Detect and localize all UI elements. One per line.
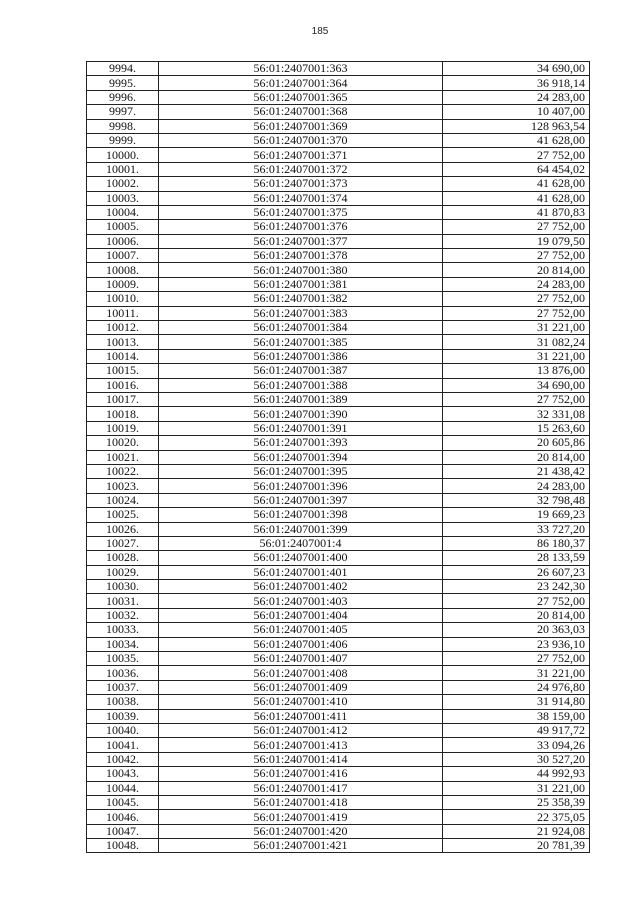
- row-number-cell: 10031.: [87, 594, 159, 608]
- table-row: [87, 392, 590, 406]
- row-number-cell: 10039.: [87, 709, 159, 723]
- row-number-cell: 10006.: [87, 234, 159, 248]
- table-row: [87, 220, 590, 234]
- value-cell: 31 221,00: [443, 349, 590, 363]
- value-cell: 33 094,26: [443, 738, 590, 752]
- value-cell: 41 628,00: [443, 177, 590, 191]
- value-cell: 20 781,39: [443, 839, 590, 853]
- value-cell: 27 752,00: [443, 249, 590, 263]
- value-cell: 41 628,00: [443, 133, 590, 147]
- table-row: [87, 148, 590, 162]
- row-number-cell: 10018.: [87, 407, 159, 421]
- value-cell: 22 375,05: [443, 810, 590, 824]
- table-row: [87, 292, 590, 306]
- table-row: [87, 133, 590, 147]
- table-row: [87, 349, 590, 363]
- value-cell: 13 876,00: [443, 364, 590, 378]
- table-body: [87, 62, 590, 853]
- value-cell: 41 870,83: [443, 205, 590, 219]
- value-cell: 27 752,00: [443, 220, 590, 234]
- cadastral-number-cell: 56:01:2407001:414: [159, 752, 443, 766]
- row-number-cell: 10045.: [87, 795, 159, 809]
- value-cell: 27 752,00: [443, 292, 590, 306]
- cadastral-number-cell: 56:01:2407001:399: [159, 522, 443, 536]
- value-cell: 26 607,23: [443, 565, 590, 579]
- cadastral-number-cell: 56:01:2407001:416: [159, 767, 443, 781]
- cadastral-number-cell: 56:01:2407001:410: [159, 695, 443, 709]
- table-row: [87, 781, 590, 795]
- row-number-cell: 10013.: [87, 335, 159, 349]
- value-cell: 31 221,00: [443, 321, 590, 335]
- table-row: [87, 407, 590, 421]
- row-number-cell: 9995.: [87, 76, 159, 90]
- table-row: [87, 335, 590, 349]
- value-cell: 41 628,00: [443, 191, 590, 205]
- value-cell: 23 936,10: [443, 637, 590, 651]
- value-cell: 27 752,00: [443, 148, 590, 162]
- cadastral-number-cell: 56:01:2407001:398: [159, 508, 443, 522]
- row-number-cell: 9994.: [87, 62, 159, 76]
- row-number-cell: 10001.: [87, 162, 159, 176]
- value-cell: 27 752,00: [443, 652, 590, 666]
- cadastral-number-cell: 56:01:2407001:383: [159, 306, 443, 320]
- cadastral-number-cell: 56:01:2407001:409: [159, 680, 443, 694]
- row-number-cell: 10043.: [87, 767, 159, 781]
- row-number-cell: 10014.: [87, 349, 159, 363]
- value-cell: 20 814,00: [443, 450, 590, 464]
- table-row: [87, 666, 590, 680]
- table-row: [87, 652, 590, 666]
- value-cell: 20 605,86: [443, 436, 590, 450]
- row-number-cell: 10017.: [87, 392, 159, 406]
- row-number-cell: 9996.: [87, 90, 159, 104]
- row-number-cell: 10023.: [87, 479, 159, 493]
- table-row: [87, 277, 590, 291]
- value-cell: 33 727,20: [443, 522, 590, 536]
- cadastral-number-cell: 56:01:2407001:376: [159, 220, 443, 234]
- row-number-cell: 10048.: [87, 839, 159, 853]
- table-row: [87, 565, 590, 579]
- row-number-cell: 10032.: [87, 608, 159, 622]
- cadastral-number-cell: 56:01:2407001:385: [159, 335, 443, 349]
- value-cell: 25 358,39: [443, 795, 590, 809]
- row-number-cell: 10029.: [87, 565, 159, 579]
- row-number-cell: 9999.: [87, 133, 159, 147]
- value-cell: 20 814,00: [443, 608, 590, 622]
- row-number-cell: 10007.: [87, 249, 159, 263]
- table-row: [87, 62, 590, 76]
- cadastral-number-cell: 56:01:2407001:363: [159, 62, 443, 76]
- row-number-cell: 10041.: [87, 738, 159, 752]
- table-row: [87, 709, 590, 723]
- cadastral-number-cell: 56:01:2407001:411: [159, 709, 443, 723]
- value-cell: 34 690,00: [443, 62, 590, 76]
- value-cell: 31 082,24: [443, 335, 590, 349]
- value-cell: 31 221,00: [443, 781, 590, 795]
- value-cell: 24 283,00: [443, 479, 590, 493]
- row-number-cell: 10028.: [87, 551, 159, 565]
- value-cell: 128 963,54: [443, 119, 590, 133]
- value-cell: 24 976,80: [443, 680, 590, 694]
- row-number-cell: 10035.: [87, 652, 159, 666]
- cadastral-number-cell: 56:01:2407001:380: [159, 263, 443, 277]
- cadastral-number-cell: 56:01:2407001:370: [159, 133, 443, 147]
- row-number-cell: 10012.: [87, 321, 159, 335]
- cadastral-number-cell: 56:01:2407001:377: [159, 234, 443, 248]
- value-cell: 32 331,08: [443, 407, 590, 421]
- row-number-cell: 9997.: [87, 105, 159, 119]
- row-number-cell: 10011.: [87, 306, 159, 320]
- cadastral-number-cell: 56:01:2407001:396: [159, 479, 443, 493]
- cadastral-number-cell: 56:01:2407001:382: [159, 292, 443, 306]
- row-number-cell: 10002.: [87, 177, 159, 191]
- cadastral-number-cell: 56:01:2407001:413: [159, 738, 443, 752]
- value-cell: 15 263,60: [443, 421, 590, 435]
- row-number-cell: 9998.: [87, 119, 159, 133]
- row-number-cell: 10025.: [87, 508, 159, 522]
- row-number-cell: 10036.: [87, 666, 159, 680]
- table-row: [87, 810, 590, 824]
- table-row: [87, 105, 590, 119]
- row-number-cell: 10004.: [87, 205, 159, 219]
- value-cell: 19 669,23: [443, 508, 590, 522]
- cadastral-number-cell: 56:01:2407001:418: [159, 795, 443, 809]
- cadastral-number-cell: 56:01:2407001:390: [159, 407, 443, 421]
- table-row: [87, 378, 590, 392]
- value-cell: 21 438,42: [443, 464, 590, 478]
- table-row: [87, 436, 590, 450]
- table-row: [87, 421, 590, 435]
- value-cell: 34 690,00: [443, 378, 590, 392]
- cadastral-number-cell: 56:01:2407001:364: [159, 76, 443, 90]
- value-cell: 38 159,00: [443, 709, 590, 723]
- cadastral-number-cell: 56:01:2407001:406: [159, 637, 443, 651]
- row-number-cell: 10030.: [87, 580, 159, 594]
- cadastral-number-cell: 56:01:2407001:405: [159, 623, 443, 637]
- table-row: [87, 824, 590, 838]
- table-row: [87, 580, 590, 594]
- cadastral-number-cell: 56:01:2407001:375: [159, 205, 443, 219]
- table-row: [87, 795, 590, 809]
- value-cell: 27 752,00: [443, 306, 590, 320]
- cadastral-number-cell: 56:01:2407001:403: [159, 594, 443, 608]
- table-row: [87, 364, 590, 378]
- cadastral-number-cell: 56:01:2407001:365: [159, 90, 443, 104]
- cadastral-number-cell: 56:01:2407001:386: [159, 349, 443, 363]
- table-row: [87, 695, 590, 709]
- value-cell: 24 283,00: [443, 90, 590, 104]
- cadastral-number-cell: 56:01:2407001:374: [159, 191, 443, 205]
- row-number-cell: 10040.: [87, 723, 159, 737]
- value-cell: 31 914,80: [443, 695, 590, 709]
- row-number-cell: 10046.: [87, 810, 159, 824]
- value-cell: 20 814,00: [443, 263, 590, 277]
- cadastral-number-cell: 56:01:2407001:417: [159, 781, 443, 795]
- value-cell: 10 407,00: [443, 105, 590, 119]
- page-number: 185: [311, 26, 329, 37]
- cadastral-number-cell: 56:01:2407001:393: [159, 436, 443, 450]
- row-number-cell: 10000.: [87, 148, 159, 162]
- cadastral-value-table: [86, 61, 590, 853]
- row-number-cell: 10008.: [87, 263, 159, 277]
- table-row: [87, 493, 590, 507]
- value-cell: 23 242,30: [443, 580, 590, 594]
- row-number-cell: 10020.: [87, 436, 159, 450]
- table-row: [87, 306, 590, 320]
- cadastral-number-cell: 56:01:2407001:371: [159, 148, 443, 162]
- value-cell: 19 079,50: [443, 234, 590, 248]
- row-number-cell: 10005.: [87, 220, 159, 234]
- table-row: [87, 508, 590, 522]
- cadastral-number-cell: 56:01:2407001:397: [159, 493, 443, 507]
- table-row: [87, 450, 590, 464]
- table-row: [87, 464, 590, 478]
- cadastral-number-cell: 56:01:2407001:389: [159, 392, 443, 406]
- value-cell: 86 180,37: [443, 536, 590, 550]
- table-row: [87, 321, 590, 335]
- table-row: [87, 177, 590, 191]
- row-number-cell: 10044.: [87, 781, 159, 795]
- table-row: [87, 263, 590, 277]
- table-row: [87, 723, 590, 737]
- table-row: [87, 767, 590, 781]
- cadastral-number-cell: 56:01:2407001:419: [159, 810, 443, 824]
- cadastral-number-cell: 56:01:2407001:394: [159, 450, 443, 464]
- value-cell: 20 363,03: [443, 623, 590, 637]
- cadastral-number-cell: 56:01:2407001:402: [159, 580, 443, 594]
- table-row: [87, 536, 590, 550]
- table-row: [87, 551, 590, 565]
- table-row: [87, 608, 590, 622]
- value-cell: 27 752,00: [443, 594, 590, 608]
- row-number-cell: 10038.: [87, 695, 159, 709]
- row-number-cell: 10034.: [87, 637, 159, 651]
- value-cell: 24 283,00: [443, 277, 590, 291]
- cadastral-number-cell: 56:01:2407001:384: [159, 321, 443, 335]
- value-cell: 32 798,48: [443, 493, 590, 507]
- value-cell: 28 133,59: [443, 551, 590, 565]
- row-number-cell: 10016.: [87, 378, 159, 392]
- cadastral-number-cell: 56:01:2407001:395: [159, 464, 443, 478]
- row-number-cell: 10021.: [87, 450, 159, 464]
- value-cell: 64 454,02: [443, 162, 590, 176]
- cadastral-number-cell: 56:01:2407001:378: [159, 249, 443, 263]
- table-row: [87, 249, 590, 263]
- table-row: [87, 752, 590, 766]
- cadastral-number-cell: 56:01:2407001:372: [159, 162, 443, 176]
- row-number-cell: 10019.: [87, 421, 159, 435]
- table-row: [87, 594, 590, 608]
- table-row: [87, 162, 590, 176]
- row-number-cell: 10024.: [87, 493, 159, 507]
- cadastral-number-cell: 56:01:2407001:421: [159, 839, 443, 853]
- table-row: [87, 119, 590, 133]
- cadastral-number-cell: 56:01:2407001:4: [159, 536, 443, 550]
- table-row: [87, 205, 590, 219]
- value-cell: 49 917,72: [443, 723, 590, 737]
- cadastral-number-cell: 56:01:2407001:388: [159, 378, 443, 392]
- row-number-cell: 10042.: [87, 752, 159, 766]
- value-cell: 36 918,14: [443, 76, 590, 90]
- cadastral-number-cell: 56:01:2407001:408: [159, 666, 443, 680]
- row-number-cell: 10022.: [87, 464, 159, 478]
- row-number-cell: 10047.: [87, 824, 159, 838]
- table-row: [87, 90, 590, 104]
- cadastral-number-cell: 56:01:2407001:400: [159, 551, 443, 565]
- value-cell: 44 992,93: [443, 767, 590, 781]
- table-row: [87, 738, 590, 752]
- row-number-cell: 10026.: [87, 522, 159, 536]
- row-number-cell: 10037.: [87, 680, 159, 694]
- cadastral-number-cell: 56:01:2407001:420: [159, 824, 443, 838]
- cadastral-number-cell: 56:01:2407001:401: [159, 565, 443, 579]
- table-row: [87, 839, 590, 853]
- value-cell: 31 221,00: [443, 666, 590, 680]
- table-row: [87, 522, 590, 536]
- table-row: [87, 623, 590, 637]
- cadastral-number-cell: 56:01:2407001:369: [159, 119, 443, 133]
- table-row: [87, 234, 590, 248]
- table-row: [87, 680, 590, 694]
- cadastral-number-cell: 56:01:2407001:373: [159, 177, 443, 191]
- row-number-cell: 10015.: [87, 364, 159, 378]
- cadastral-number-cell: 56:01:2407001:391: [159, 421, 443, 435]
- row-number-cell: 10033.: [87, 623, 159, 637]
- cadastral-number-cell: 56:01:2407001:387: [159, 364, 443, 378]
- row-number-cell: 10009.: [87, 277, 159, 291]
- value-cell: 21 924,08: [443, 824, 590, 838]
- cadastral-number-cell: 56:01:2407001:381: [159, 277, 443, 291]
- cadastral-number-cell: 56:01:2407001:412: [159, 723, 443, 737]
- cadastral-number-cell: 56:01:2407001:404: [159, 608, 443, 622]
- table-row: [87, 637, 590, 651]
- row-number-cell: 10010.: [87, 292, 159, 306]
- cadastral-number-cell: 56:01:2407001:368: [159, 105, 443, 119]
- cadastral-number-cell: 56:01:2407001:407: [159, 652, 443, 666]
- table-row: [87, 479, 590, 493]
- table-row: [87, 191, 590, 205]
- value-cell: 27 752,00: [443, 392, 590, 406]
- value-cell: 30 527,20: [443, 752, 590, 766]
- row-number-cell: 10027.: [87, 536, 159, 550]
- table-row: [87, 76, 590, 90]
- row-number-cell: 10003.: [87, 191, 159, 205]
